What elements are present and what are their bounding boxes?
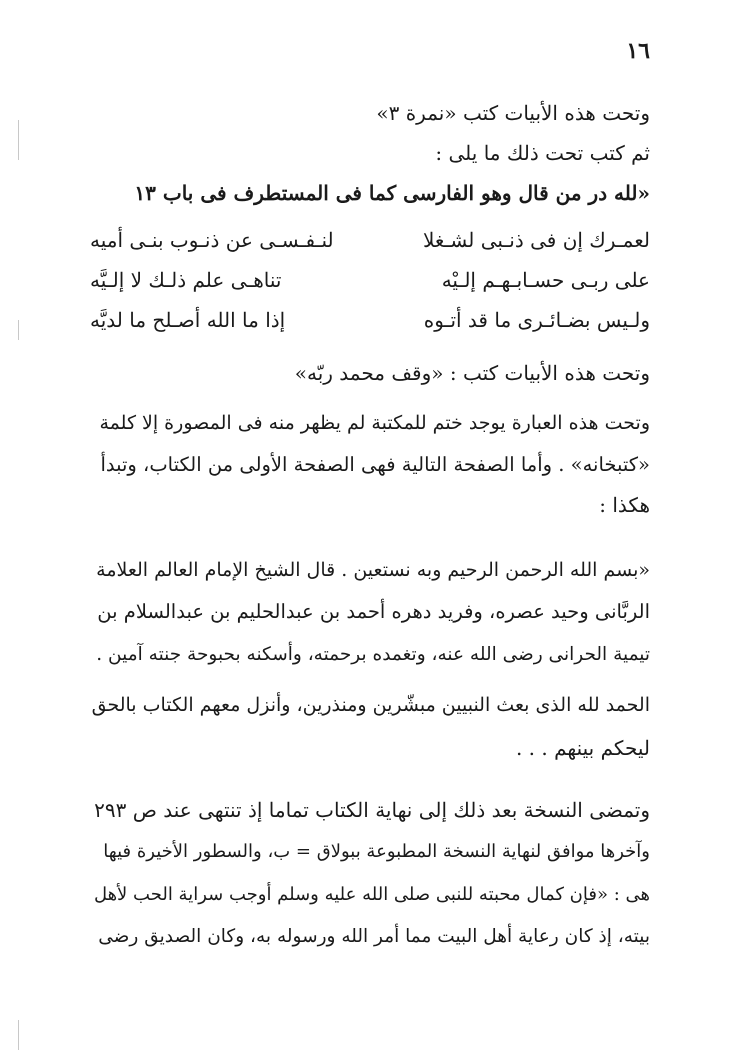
text-line: هى : «فإن كمال محبته للنبى صلى الله عليه وسلم أوجب سراية الحب لأهل: [93, 884, 650, 905]
text-line: وتحت هذه الأبيات كتب «نمرة ٣»: [376, 101, 650, 125]
verse-second-hemistich: تناهـى علم ذلـك لا إلـيَّه: [90, 268, 282, 292]
text-line: «كتبخانه» . وأما الصفحة التالية فهى الصفحة الأولى من الكتاب، وتبدأ: [100, 453, 650, 476]
text-line: بيته، إذ كان رعاية أهل البيت مما أمر الله ورسوله به، وكان الصديق رضى: [98, 926, 650, 947]
scan-gutter-mark: [18, 320, 19, 340]
text-line: هكذا :: [599, 493, 650, 517]
poem-verse: [90, 265, 650, 295]
verse-first-hemistich: ولـيس بضـائـرى ما قد أتـوه: [423, 308, 650, 332]
verse-second-hemistich: لنـفـسـى عن ذنـوب بنـى أميه: [90, 228, 334, 252]
text-line: وآخرها موافق لنهاية النسخة المطبوعة ببولاق = ب، والسطور الأخيرة فيها: [103, 841, 650, 862]
scan-gutter-mark: [18, 120, 19, 160]
text-line: «لله در من قال وهو الفارسى كما فى المستطرف فى باب ١٣: [134, 181, 650, 205]
verse-first-hemistich: لعمـرك إن فى ذنـبى لشـغلا: [422, 228, 650, 252]
verse-first-hemistich: على ربـى حسـابـهـم إلـيْه: [441, 268, 650, 292]
verse-second-hemistich: إذا ما الله أصـلح ما لديَّه: [90, 308, 286, 332]
text-line: «بسم الله الرحمن الرحيم وبه نستعين . قال الشيخ الإمام العالم العلامة: [96, 559, 650, 581]
text-line: الربَّانى وحيد عصره، وفريد دهره أحمد بن عبدالحليم بن عبدالسلام بن: [97, 600, 650, 623]
text-line: الحمد لله الذى بعث النبيين مبشّرين ومنذرين، وأنزل معهم الكتاب بالحق: [91, 694, 650, 716]
text-line: ليحكم بينهم . . .: [515, 736, 650, 760]
scan-gutter-mark: [18, 1020, 19, 1050]
text-line: وتحت هذه العبارة يوجد ختم للمكتبة لم يظهر منه فى المصورة إلا كلمة: [99, 412, 650, 434]
text-line: وتحت هذه الأبيات كتب : «وقف محمد ربّه»: [294, 361, 650, 385]
text-line: ثم كتب تحت ذلك ما يلى :: [435, 141, 650, 165]
page-number: ١٦: [626, 38, 650, 64]
text-line: تيمية الحرانى رضى الله عنه، وتغمده برحمته، وأسكنه بحبوحة جنته آمين .: [96, 644, 650, 665]
poem-verse: [90, 305, 650, 335]
poem-verse: [90, 225, 650, 255]
text-line: وتمضى النسخة بعد ذلك إلى نهاية الكتاب تماما إذ تنتهى عند ص ٢٩٣: [94, 798, 650, 822]
